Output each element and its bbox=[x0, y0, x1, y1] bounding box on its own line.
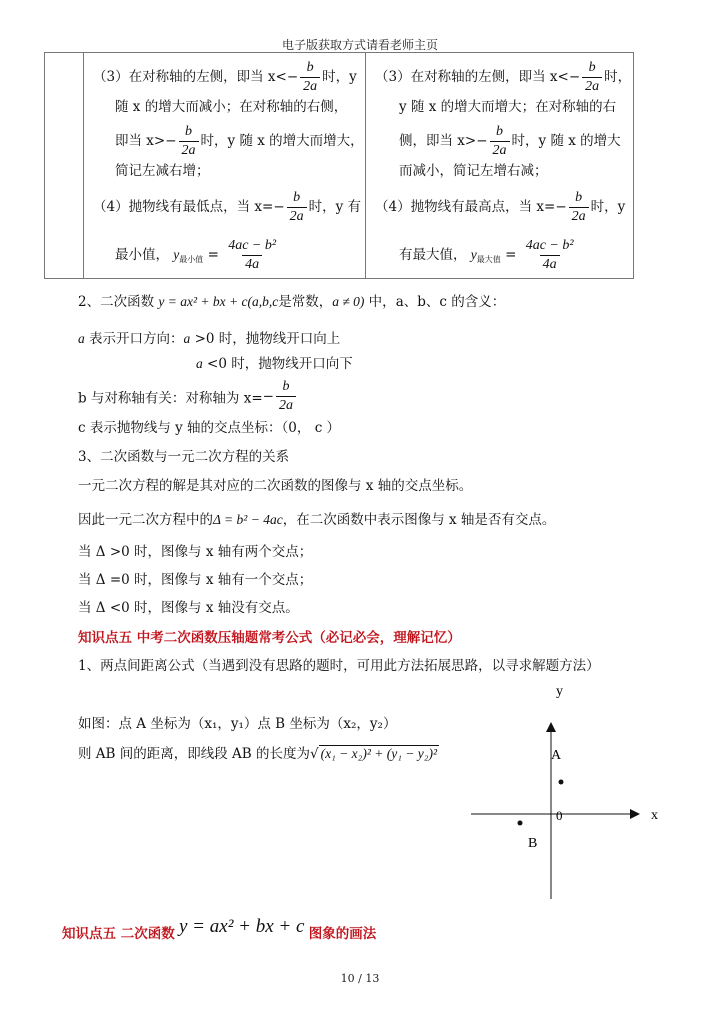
table-divider-first bbox=[83, 53, 84, 278]
distance-formula-item: 1、两点间距离公式（当遇到没有思路的题时，可用此方法拓展思路，以寻求解题方法） bbox=[78, 658, 600, 674]
point-a bbox=[559, 780, 564, 785]
b-meaning-line: b 与对称轴有关：对称轴为 x=− $\frac{b}{2a}$ bbox=[78, 378, 298, 415]
left-item3-line4: 简记左减右增； bbox=[115, 163, 210, 179]
page-header: 电子版获取方式请看老师主页 bbox=[281, 38, 438, 52]
delta-case-zero: 当 Δ =0 时，图像与 x 轴有一个交点； bbox=[78, 572, 313, 588]
fraction-neg-b-over-2a: $\frac{b}{2a}$ bbox=[490, 123, 510, 160]
right-item3-line4: 而减小，简记左增右减； bbox=[399, 163, 548, 179]
left-item4-line2: 最小值， $y_{最小值}$ = $\frac{\text{4ac − b²}}{4a}$ bbox=[115, 237, 281, 274]
right-item3-line1: （3）在对称轴的左侧，即当 x<− $\frac{b}{2a}$ 时， bbox=[375, 60, 632, 94]
point-b-label: B bbox=[528, 836, 538, 851]
point-b bbox=[518, 821, 523, 826]
delta-case-positive: 当 Δ >0 时，图像与 x 轴有两个交点； bbox=[78, 544, 313, 560]
section2-title: 2、二次函数 y = ax² + bx + c(a,b,c是常数，a ≠ 0) 中，a、b、c 的含义： bbox=[78, 294, 506, 310]
y-axis-arrow-icon bbox=[546, 722, 556, 732]
a-meaning-line2: a <0 时，抛物线开口向下 bbox=[196, 356, 353, 372]
table-divider-middle bbox=[365, 53, 366, 278]
sqrt-icon: √ bbox=[310, 746, 319, 762]
delta-case-negative: 当 Δ <0 时，图像与 x 轴没有交点。 bbox=[78, 600, 299, 616]
section3-line2: 因此一元二次方程中的Δ = b² − 4ac，在二次函数中表示图像与 x 轴是否有交点。 bbox=[78, 512, 556, 528]
distance-line: 则 AB 间的距离，即线段 AB 的长度为√ (x₁ − x₂)² + (y₁ − y₂)² bbox=[78, 746, 438, 762]
left-item3-line3: 即当 x>− $\frac{b}{2a}$ 时，y 随 x 的增大而增大， bbox=[115, 124, 364, 158]
left-item3-line2: 随 x 的增大而减小；在对称轴的右侧， bbox=[115, 99, 348, 115]
right-item4-line2: 有最大值， $y_{最大值}$ = $\frac{\text{4ac − b²}}{4a}$ bbox=[399, 237, 579, 274]
left-item4-line1: （4）抛物线有最低点，当 x=− $\frac{b}{2a}$ 时，y 有 bbox=[93, 190, 362, 224]
right-item3-line3: 侧，即当 x>− $\frac{b}{2a}$ 时，y 随 x 的增大 bbox=[399, 124, 621, 158]
x-axis-label: x bbox=[651, 808, 658, 823]
c-meaning-line: c 表示抛物线与 y 轴的交点坐标：（0， c ） bbox=[78, 420, 341, 436]
origin-label: 0 bbox=[556, 808, 563, 823]
fraction-min-value: $\frac{\text{4ac − b²}}{4a}$ bbox=[228, 238, 277, 272]
knowledge-point-5-drawing-heading: 知识点五 二次函数 y = ax² + bx + c 图象的画法 bbox=[62, 916, 377, 942]
properties-table bbox=[44, 52, 634, 279]
knowledge-point-5-formulas-heading: 知识点五 中考二次函数压轴题常考公式（必记必会，理解记忆） bbox=[78, 630, 461, 646]
right-item4-line1: （4）抛物线有最高点，当 x=− $\frac{b}{2a}$ 时，y bbox=[375, 190, 626, 224]
point-a-label: A bbox=[551, 748, 562, 763]
right-item3-line2: y 随 x 的增大而增大；在对称轴的右 bbox=[399, 99, 617, 115]
section3-line1: 一元二次方程的解是其对应的二次函数的图像与 x 轴的交点坐标。 bbox=[78, 478, 473, 494]
left-item3-line1: （3）在对称轴的左侧，即当 x<− $\frac{b}{2a}$ 时，y bbox=[93, 60, 357, 94]
fraction-neg-b-over-2a: $\frac{b}{2a}$ bbox=[179, 123, 199, 160]
fraction-neg-b-over-2a: $\frac{b}{2a}$ bbox=[569, 189, 589, 226]
fraction-neg-b-over-2a: $\frac{b}{2a}$ bbox=[287, 189, 307, 226]
x-axis-arrow-icon bbox=[630, 809, 640, 819]
y-axis-label: y bbox=[556, 684, 563, 699]
page-number: 10 / 13 bbox=[340, 972, 380, 985]
coords-line: 如图：点 A 坐标为（x₁，y₁）点 B 坐标为（x₂，y₂） bbox=[78, 716, 397, 732]
coordinate-diagram bbox=[460, 670, 680, 910]
fraction-max-value: $\frac{\text{4ac − b²}}{4a}$ bbox=[525, 238, 574, 272]
fraction-neg-b-over-2a: $\frac{b}{2a}$ bbox=[300, 59, 320, 96]
section3-title: 3、二次函数与一元二次方程的关系 bbox=[78, 449, 290, 465]
fraction-neg-b-over-2a: $\frac{b}{2a}$ bbox=[276, 378, 296, 415]
fraction-neg-b-over-2a: $\frac{b}{2a}$ bbox=[582, 59, 602, 96]
a-meaning-line1: a 表示开口方向：a >0 时，抛物线开口向上 bbox=[78, 331, 341, 347]
